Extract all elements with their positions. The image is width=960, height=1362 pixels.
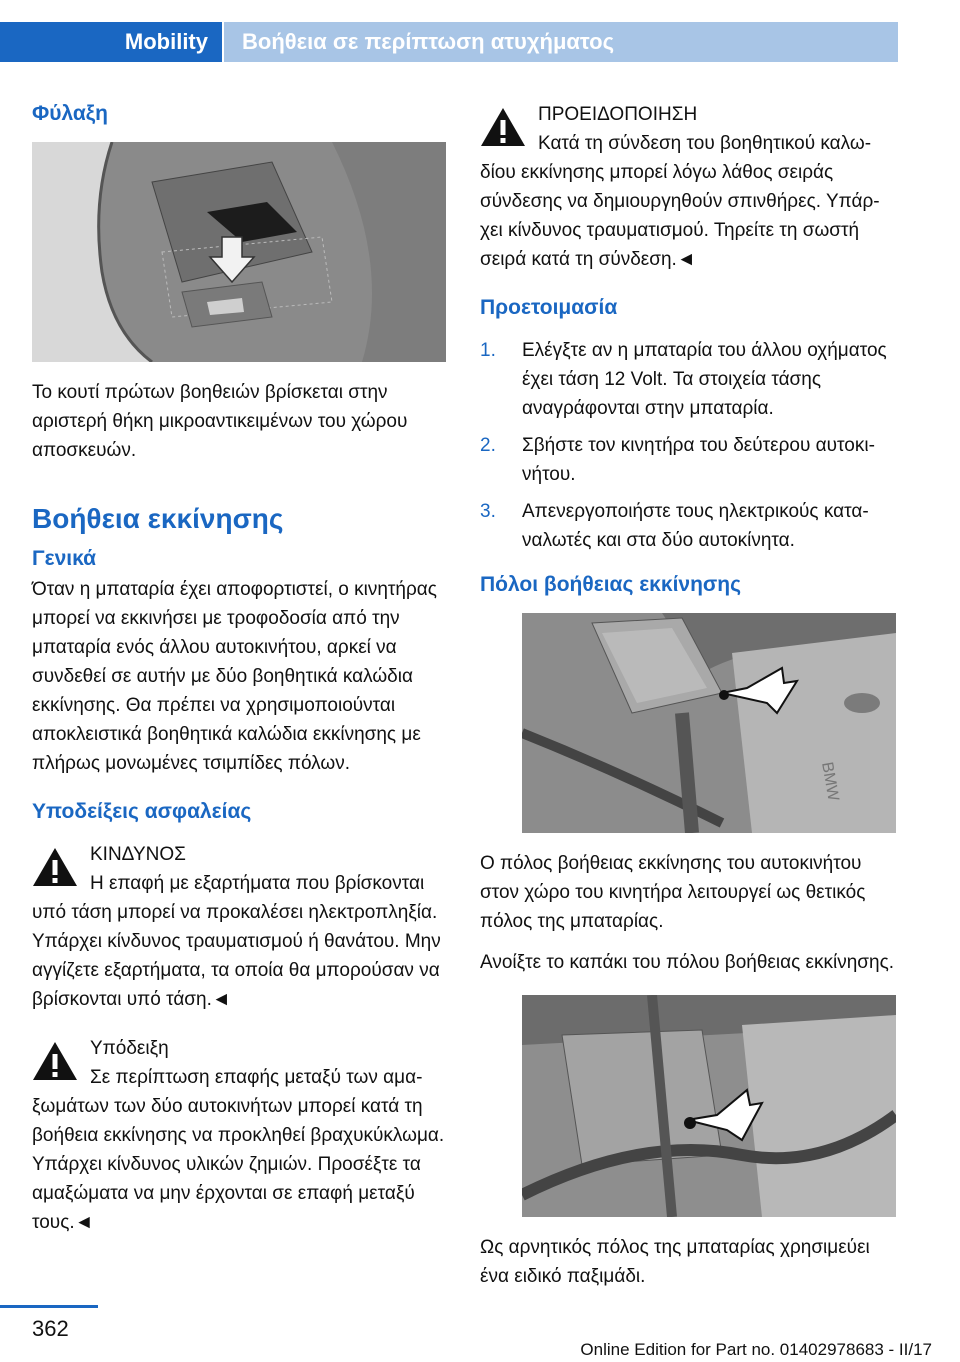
general-text: Όταν η μπαταρία έχει αποφορτιστεί, ο κινητήρας μπορεί να εκκινήσει με τροφοδοσία από την μπαταρία ενός άλλου αυτοκινήτου, αρκεί να συνδεθεί σε αυτήν με δύο βοηθητικά καλώδια εκκίνησης. Θα πρέπει να χρησιμοποιούνται αποκλειστικά βοηθητικά καλώδια εκκίνησης με πλήρως μονωμένες τσιμπίδες πόλων. xyxy=(32,579,437,774)
step-1: 1. Ελέγξτε αν η μπαταρία του άλλου οχήματος έχει τάση 12 Volt. Τα στοιχεία τάσης αναγράφονται στην μπαταρία. xyxy=(480,340,887,419)
heading-preparation: Προετοιμασία xyxy=(480,296,618,319)
trunk-image xyxy=(32,142,446,362)
warning-triangle-icon xyxy=(480,106,526,148)
step-2: 2. Σβήστε τον κινητήρα του δεύτερου αυτοκινήτου. xyxy=(480,435,875,485)
step-3: 3. Απενεργοποιήστε τους ηλεκτρικούς καταναλωτές και στα δύο αυτοκίνητα. xyxy=(480,501,869,551)
engine-bay-image-2 xyxy=(522,995,896,1217)
danger-text: Η επαφή με εξαρτήματα που βρίσκονται υπό τάση μπορεί να προκαλέσει ηλεκτροπληξία. Υπάρχει κίνδυνος τραυματισμού ή θανάτου. Μην αγγίζετε εξαρτήματα, τα οποία θα μπορούσαν να βρίσκονται υπό τάση.◄ xyxy=(32,873,441,1010)
warning-triangle-icon xyxy=(32,846,78,888)
edition-note: Online Edition for Part no. 01402978683 - II/17 xyxy=(580,1340,932,1359)
caution-text: Κατά τη σύνδεση του βοηθητικού καλωδίου εκκίνησης μπορεί λόγω λάθος σειράς σύνδεσης να δημιουργηθούν σπινθήρες. Υπάρχει κίνδυνος τραυματισμού. Τηρείτε τη σωστή σειρά κατά τη σύνδεση.◄ xyxy=(480,133,880,270)
engine-bay-illustration-2 xyxy=(522,995,896,1217)
caution-warning xyxy=(480,100,894,274)
heading-safety: Υποδείξεις ασφαλείας xyxy=(32,800,252,823)
trunk-illustration xyxy=(32,142,446,362)
caution-title: ΠΡΟΕΙΔΟΠΟΙΗΣΗ xyxy=(538,104,698,125)
warning-triangle-icon xyxy=(32,1040,78,1082)
note-warning xyxy=(32,1034,446,1237)
negative-pole-text: Ως αρνητικός πόλος της μπαταρίας χρησιμεύει ένα ειδικό παξιμάδι. xyxy=(480,1237,870,1287)
open-cap-text: Ανοίξτε το καπάκι του πόλου βοήθειας εκκίνησης. xyxy=(480,952,895,973)
page-header xyxy=(0,0,960,62)
right-column xyxy=(480,100,894,1303)
danger-warning xyxy=(32,840,446,1014)
storage-text: Το κουτί πρώτων βοηθειών βρίσκεται στην αριστερή θήκη μικροαντικειμένων του χώρου αποσκευών. xyxy=(32,382,408,461)
heading-general: Γενικά xyxy=(32,547,97,570)
note-text: Σε περίπτωση επαφής μεταξύ των αμαξωμάτων των δύο αυτοκινήτων μπορεί κατά τη βοήθεια εκκίνησης να προκληθεί βραχυκύκλωμα. Υπάρχει κίνδυνος υλικών ζημιών. Προσέξτε τα αμαξώματα να μην έρχονται σε επαφή μεταξύ τους.◄ xyxy=(32,1067,445,1233)
tab-accident-help[interactable]: Βοήθεια σε περίπτωση ατυχήματος xyxy=(224,22,898,62)
svg-text:BMW: BMW xyxy=(818,760,842,803)
positive-pole-text: Ο πόλος βοήθειας εκκίνησης του αυτοκινήτου στον χώρο του κινητήρα λειτουργεί ως θετικός πόλος της μπαταρίας. xyxy=(480,853,866,932)
footer-rule xyxy=(0,1305,98,1308)
heading-storage: Φύλαξη xyxy=(32,102,108,125)
note-title: Υπόδειξη xyxy=(90,1038,169,1059)
page-number: 362 xyxy=(32,1316,69,1341)
engine-bay-illustration-1 xyxy=(522,613,896,833)
danger-title: ΚΙΝΔΥΝΟΣ xyxy=(90,844,186,865)
preparation-steps xyxy=(480,336,894,555)
tab-mobility[interactable]: Mobility xyxy=(0,22,222,62)
engine-bay-image-1 xyxy=(522,613,896,833)
heading-jump-poles: Πόλοι βοήθειας εκκίνησης xyxy=(480,573,742,596)
heading-jump-start: Βοήθεια εκκίνησης xyxy=(32,503,284,534)
left-column xyxy=(32,100,446,1257)
